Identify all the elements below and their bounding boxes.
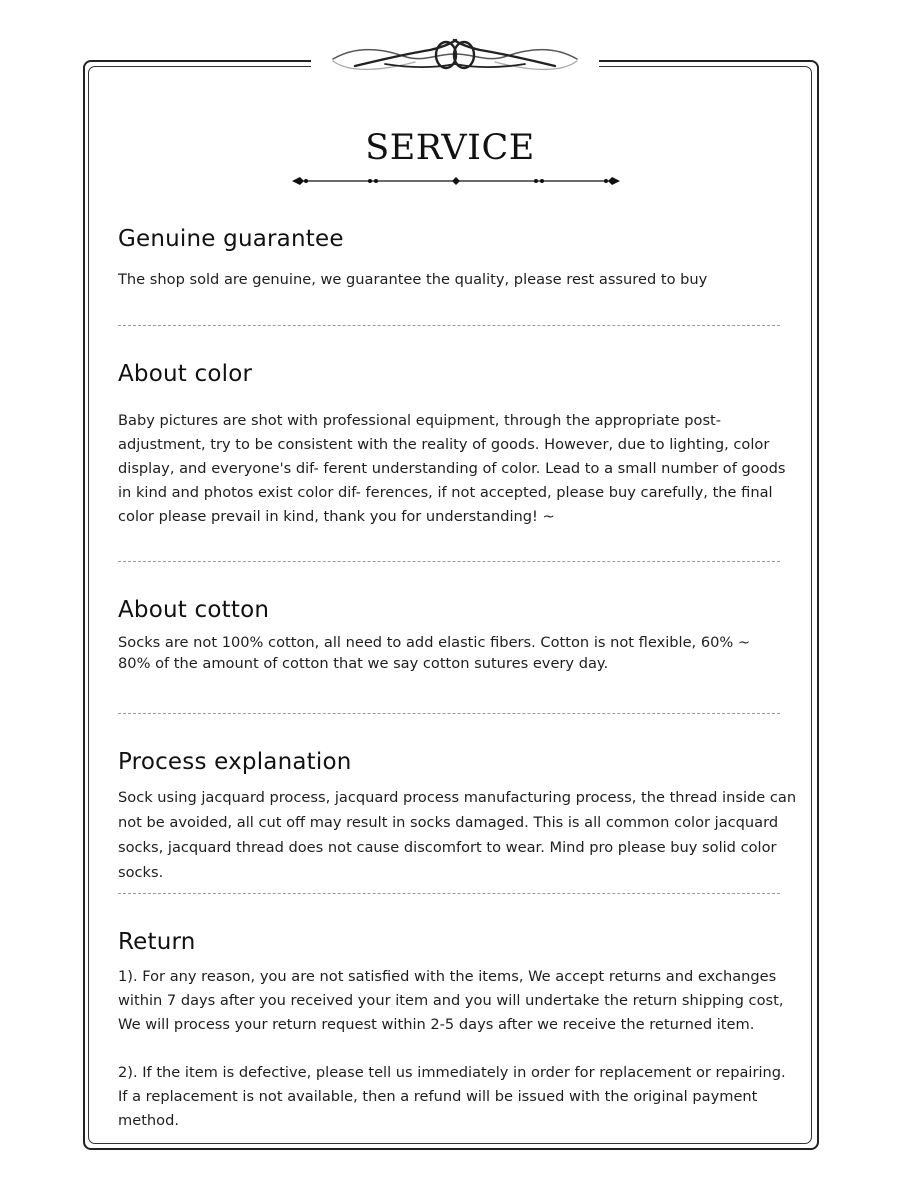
section-heading: About color bbox=[118, 361, 253, 387]
section-text: Socks are not 100% cotton, all need to add elastic fibers. Cotton is not flexible, 60% ~ 80% of the amount of cotton that we say cotton sutures every day. bbox=[118, 634, 751, 672]
section-about-cotton bbox=[118, 597, 808, 674]
flourish-ornament-icon bbox=[325, 34, 585, 78]
section-text: If a replacement is not available, then a refund will be issued with the original payment method. bbox=[118, 1088, 758, 1129]
section-heading: Return bbox=[118, 929, 196, 955]
section-divider bbox=[118, 713, 780, 714]
section-about-color bbox=[118, 361, 808, 529]
section-text: Baby pictures are shot with professional equipment, through the appropriate post-adjustment, try to be consistent with the reality of goods. However, due to lighting, color display, and everyone's dif- ferent understanding of color. Lead to a small number of goods in kind and photos exist color dif- ferences, if not accepted, please buy carefully, the final color please prevail in kind, thank you for understanding! ~ bbox=[118, 412, 786, 525]
section-text: Sock using jacquard process, jacquard process manufacturing process, the thread inside can not be avoided, all cut off may result in socks damaged. This is all common color jacquard socks, jacquard thread does not cause discomfort to wear. Mind pro please buy solid color socks. bbox=[118, 789, 797, 881]
section-heading: About cotton bbox=[118, 597, 270, 623]
section-divider bbox=[118, 893, 780, 894]
section-text: The shop sold are genuine, we guarantee the quality, please rest assured to buy bbox=[118, 271, 708, 288]
title-divider-ornament-icon bbox=[290, 172, 622, 190]
section-divider bbox=[118, 325, 780, 326]
section-genuine-guarantee bbox=[118, 226, 808, 291]
page-title: SERVICE bbox=[365, 128, 535, 168]
section-process-explanation bbox=[118, 749, 808, 885]
section-text: 2). If the item is defective, please tell us immediately in order for replacement or repairing. bbox=[118, 1064, 786, 1081]
section-text: 1). For any reason, you are not satisfied with the items, We accept returns and exchanges within 7 days after you received your item and you will undertake the return shipping cost, We will process your return request within 2-5 days after we receive the returned item. bbox=[118, 968, 784, 1033]
section-heading: Genuine guarantee bbox=[118, 226, 344, 252]
section-return bbox=[118, 929, 808, 1133]
section-divider bbox=[118, 561, 780, 562]
section-heading: Process explanation bbox=[118, 749, 352, 775]
